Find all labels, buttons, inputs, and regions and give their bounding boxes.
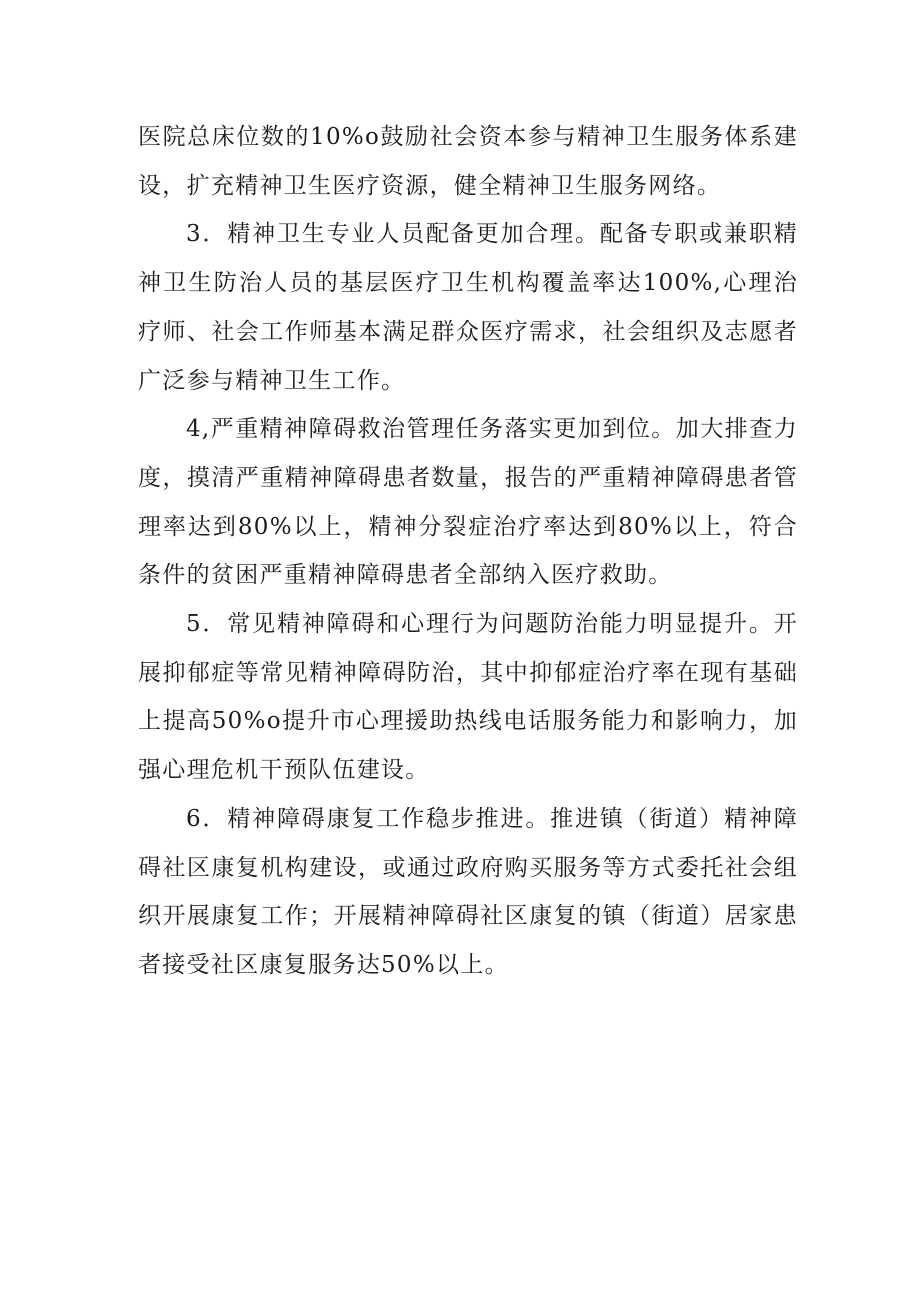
paragraph-continuation: 医院总床位数的10%o鼓励社会资本参与精神卫生服务体系建设，扩充精神卫生医疗资源，健全精神卫生服务网络。 bbox=[138, 124, 798, 199]
document-body bbox=[138, 113, 798, 990]
paragraph-item-3: 3．精神卫生专业人员配备更加合理。配备专职或兼职精神卫生防治人员的基层医疗卫生机构覆盖率达100%,心理治疗师、社会工作师基本满足群众医疗需求，社会组织及志愿者广泛参与精神卫生工作。 bbox=[138, 221, 798, 394]
paragraph-item-4: 4,严重精神障碍救治管理任务落实更加到位。加大排查力度，摸清严重精神障碍患者数量，报告的严重精神障碍患者管理率达到80%以上，精神分裂症治疗率达到80%以上，符合条件的贫困严重精神障碍患者全部纳入医疗救助。 bbox=[138, 416, 798, 589]
paragraph-item-6: 6．精神障碍康复工作稳步推进。推进镇（街道）精神障碍社区康复机构建设，或通过政府购买服务等方式委托社会组织开展康复工作；开展精神障碍社区康复的镇（街道）居家患者接受社区康复服务达50%以上。 bbox=[138, 805, 798, 978]
paragraph-item-5: 5．常见精神障碍和心理行为问题防治能力明显提升。开展抑郁症等常见精神障碍防治，其中抑郁症治疗率在现有基础上提高50%o提升市心理援助热线电话服务能力和影响力，加强心理危机干预队伍建设。 bbox=[138, 611, 798, 784]
